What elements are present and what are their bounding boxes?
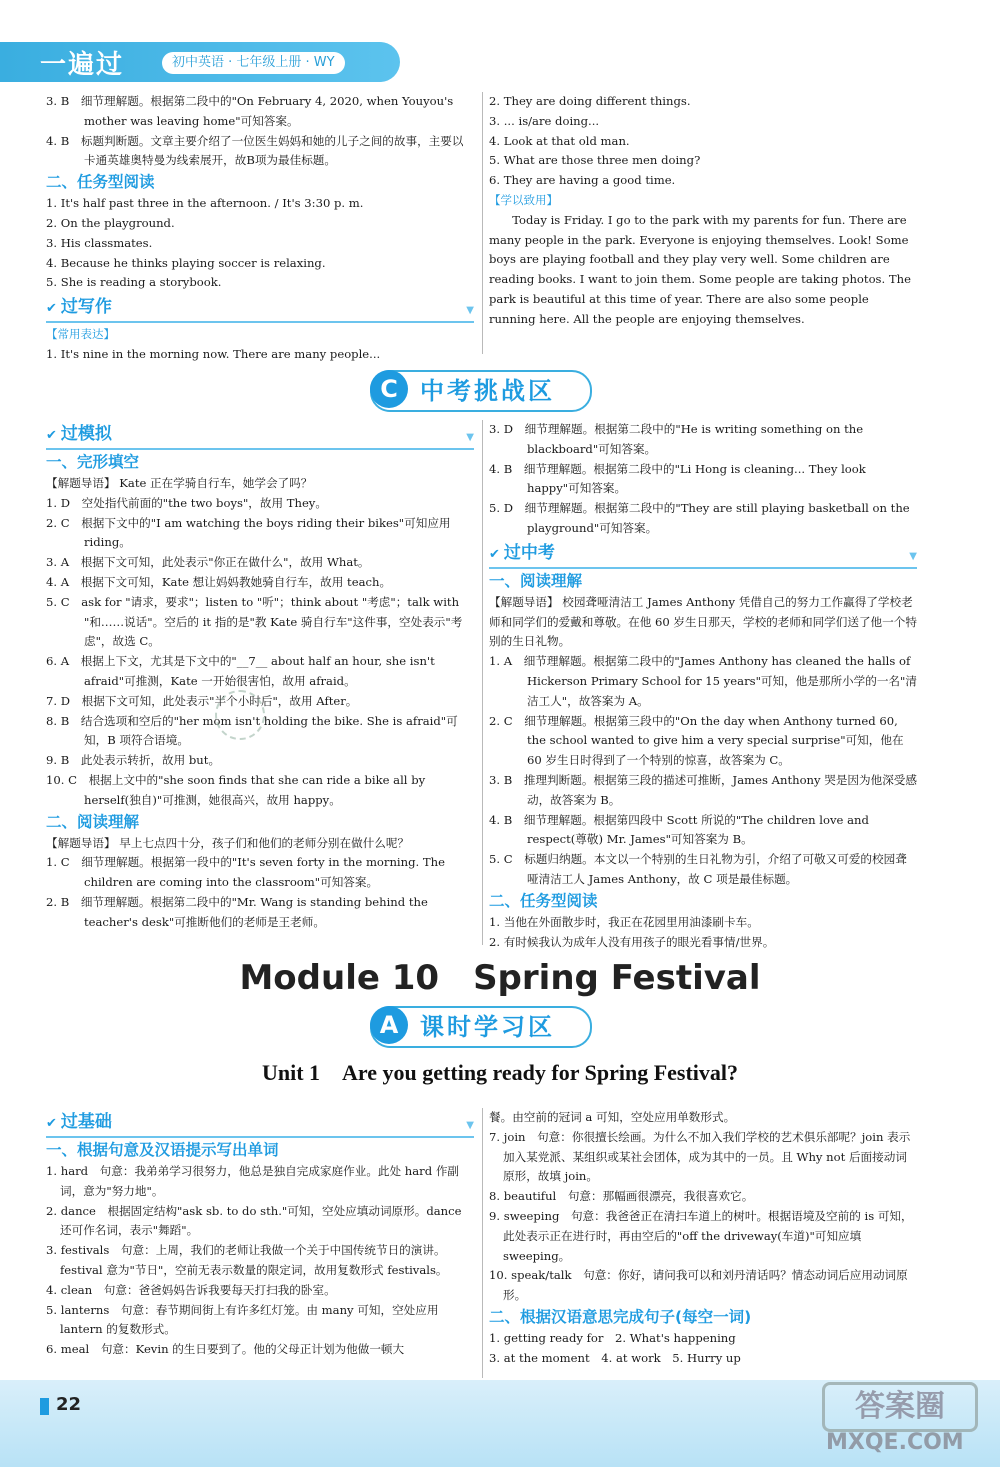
faint-stamp [215, 690, 265, 740]
brand-logo: 一遍过 [40, 50, 125, 80]
answer-item: 1. 当他在外面散步时，我正在花园里用油漆刷卡车。 [489, 914, 759, 929]
book-subtitle: 初中英语 · 七年级上册 · WY [162, 52, 345, 74]
section-bar-label: 过中考 [503, 542, 555, 563]
bottom-right-column [489, 1108, 917, 1369]
top-left-column [46, 92, 474, 365]
answer-item: 餐。由空前的冠词 a 可知，空处应用单数形式。 [489, 1110, 736, 1124]
answer-item: 4. Because he thinks playing soccer is relaxing. [46, 255, 326, 270]
zone-a-banner [370, 1006, 592, 1048]
chevron-down-icon: ▼ [466, 1120, 474, 1131]
tag-label: 【常用表达】 [46, 327, 115, 342]
answer-item: 7. D 根据下文可知，此处表示"半个小时后"，故用 After。 [46, 693, 358, 708]
unit-title: Unit 1 Are you getting ready for Spring Festival? [261, 1060, 739, 1085]
answer-item: 【解题导语】 早上七点四十分，孩子们和他们的老师分别在做什么呢？ [46, 835, 410, 850]
answer-item: 1. hard 句意：我弟弟学习很努力，他总是独自完成家庭作业。此处 hard 作副词，意为"努力地"。 [46, 1164, 460, 1198]
answer-item: 2. 有时候我认为成年人没有用孩子的眼光看事情/世界。 [489, 934, 775, 949]
answer-item: 1. It's nine in the morning now. There are many people... [46, 346, 381, 361]
middle-left-column [46, 420, 474, 933]
section-heading: 二、阅读理解 [46, 812, 140, 831]
section-heading: 一、根据句意及汉语提示写出单词 [46, 1141, 279, 1159]
section-bar [46, 1110, 474, 1138]
page-number: 22 [56, 1394, 82, 1415]
column-divider-middle [482, 420, 483, 945]
section-heading: 二、任务型阅读 [489, 891, 598, 910]
top-right-column [489, 92, 917, 330]
zone-c-banner [370, 370, 592, 412]
answer-item: 4. B 细节理解题。根据第四段中 Scott 所说的"The children love and respect(尊敬) Mr. James"可知答案为 B。 [489, 812, 869, 847]
watermark-url: MXQE.COM [826, 1430, 964, 1455]
answer-item: 2. B 细节理解题。根据第二段中的"Mr. Wang is standing behind the teacher's desk"可推断他们的老师是王老师。 [46, 894, 428, 929]
answer-item: 2. dance 根据固定结构"ask sb. to do sth."可知，空处应填动词原形。dance 还可作名词，表示"舞蹈"。 [46, 1203, 462, 1238]
answer-item: 2. They are doing different things. [489, 94, 691, 108]
answer-item: 5. She is reading a storybook. [46, 275, 222, 290]
check-icon: ✔ [46, 1116, 57, 1131]
section-heading: 二、根据汉语意思完成句子(每空一词) [489, 1307, 752, 1326]
answer-item: 8. B 结合选项和空后的"her mom isn't holding the bike. She is afraid"可知，B 项符合语境。 [46, 713, 458, 748]
answer-item: 10. speak/talk 句意：你好，请问我可以和刘丹清话吗？情态动词后应用动词原形。 [489, 1268, 908, 1303]
section-heading: 一、阅读理解 [489, 571, 583, 590]
answer-item: 2. C 根据下文中的"I am watching the boys riding their bikes"可知应用 riding。 [46, 515, 451, 550]
answer-item: 3. ... is/are doing... [489, 113, 600, 128]
answer-item: 4. A 根据下文可知，Kate 想让妈妈教她骑自行车，故用 teach。 [46, 574, 392, 589]
section-bar-label: 过模拟 [60, 424, 112, 444]
answer-item: 1. It's half past three in the afternoon. / It's 3:30 p. m. [46, 196, 364, 211]
answer-item: 9. B 此处表示转折，故用 but。 [46, 753, 221, 768]
zone-a-letter: A [370, 1006, 408, 1044]
section-bar [489, 541, 917, 569]
answer-item: 3. D 细节理解题。根据第二段中的"He is writing something on the blackboard"可知答案。 [489, 422, 864, 456]
check-icon: ✔ [46, 301, 57, 317]
answer-item: 5. C 标题归纳题。本文以一个特别的生日礼物为引，介绍了可敬又可爱的校园聋哑清洁工人 James Anthony，故 C 项是最佳标题。 [489, 852, 907, 886]
answer-item: Today is Friday. I go to the park with my parents for fun. There are many people in the park. Everyone is enjoying themselves. Look! Some boys are playing football and they play very well. Some children are reading books. I want to join them. Some people are taking photos. The park is beautiful at this time of year. There are also some people running here. All the people are enjoying themselves. [489, 212, 911, 326]
answer-item: 7. join 句意：你很擅长绘画。为什么不加入我们学校的艺术俱乐部呢？join 表示加入某党派、某组织或某社会团体，成为其中的一员。且 Why not 后面接动词原形，故填 join。 [489, 1129, 911, 1184]
section-heading: 一、完形填空 [46, 453, 140, 471]
chevron-down-icon: ▼ [909, 550, 917, 562]
watermark-logo: 答案圈 [822, 1382, 978, 1432]
zone-a-label: 课时学习区 [420, 1013, 555, 1041]
page-number-mark [40, 1398, 49, 1415]
answer-item: 3. A 根据下文可知，此处表示"你正在做什么"，故用 What。 [46, 555, 370, 570]
answer-item: 3. B 细节理解题。根据第二段中的"On February 4, 2020, when Youyou's mother was leaving home"可知答案。 [46, 94, 454, 128]
bottom-left-column [46, 1108, 474, 1360]
column-divider-top [482, 92, 483, 354]
answer-item: 8. beautiful 句意：那幅画很漂亮，我很喜欢它。 [489, 1189, 754, 1204]
tag-label: 【学以致用】 [489, 192, 558, 207]
answer-item: 3. B 推理判断题。根据第三段的描述可推断，James Anthony 哭是因为他深受感动，故答案为 B。 [489, 772, 917, 807]
answer-item: 6. meal 句意：Kevin 的生日要到了。他的父母正计划为他做一顿大 [46, 1342, 405, 1357]
answer-item: 4. clean 句意：爸爸妈妈告诉我要每天打扫我的卧室。 [46, 1282, 336, 1297]
answer-item: 1. D 空处指代前面的"the two boys"，故用 They。 [46, 495, 327, 510]
answer-item: 10. C 根据上文中的"she soon finds that she can ride a bike all by herself(独自)"可推测，她很高兴，故用 happy。 [46, 772, 426, 807]
chevron-down-icon: ▼ [466, 432, 474, 443]
answer-item: 2. C 细节理解题。根据第三段中的"On the day when Anthony turned 60, the school wanted to give him a very special surprise"可知，他在 60 岁生日时得到了一个特别的惊喜，故答案为 C。 [489, 713, 904, 768]
answer-item: 1. getting ready for 2. What's happening [489, 1330, 736, 1345]
answer-item: 6. A 根据上下文，尤其是下文中的"__7__ about half an hour, she isn't afraid"可推测，Kate 一开始很害怕，故用 afraid。 [46, 654, 435, 688]
answer-item: 2. On the playground. [46, 215, 175, 230]
answer-item: 4. B 标题判断题。文章主要介绍了一位医生妈妈和她的儿子之间的故事，主要以卡通英雄奥特曼为线索展开，故B项为最佳标题。 [46, 133, 464, 168]
answer-item: 3. at the moment 4. at work 5. Hurry up [489, 1350, 741, 1365]
column-divider-bottom [482, 1108, 483, 1378]
section-bar [46, 295, 474, 323]
check-icon: ✔ [489, 546, 500, 562]
section-bar-label: 过写作 [60, 297, 112, 318]
middle-right-column [489, 420, 917, 952]
section-bar-label: 过基础 [60, 1112, 112, 1132]
answer-item: 4. Look at that old man. [489, 133, 630, 148]
answer-item: 5. C ask for "请求，要求"；listen to "听"；think about "考虑"；talk with "和……说话"。空后的 it 指的是"教 Kate 骑自行车"这件事，空处表示"考虑"，故选 C。 [46, 594, 463, 649]
answer-item: 【解题导语】 校园聋哑清洁工 James Anthony 凭借自己的努力工作赢得了学校老师和同学们的爱戴和尊敬。在他 60 岁生日那天，学校的老师和同学们送了他一个特别的生日礼物。 [489, 594, 917, 649]
chevron-down-icon: ▼ [466, 305, 474, 317]
zone-c-label: 中考挑战区 [420, 377, 555, 405]
answer-item: 1. C 细节理解题。根据第一段中的"It's seven forty in the morning. The children are coming into the classroom"可知答案。 [46, 855, 445, 890]
answer-item: 9. sweeping 句意：我爸爸正在清扫车道上的树叶。根据语境及空前的 is 可知，此处表示正在进行时，再由空后的"off the driveway(车道)"可知应填 sweeping。 [489, 1208, 913, 1263]
answer-item: 3. festivals 句意：上周，我们的老师让我做一个关于中国传统节日的演讲。festival 意为"节日"，空前无表示数量的限定词，故用复数形式 festivals。 [46, 1243, 448, 1277]
answer-item: 4. B 细节理解题。根据第二段中的"Li Hong is cleaning... They look happy"可知答案。 [489, 461, 866, 496]
zone-c-letter: C [370, 370, 408, 408]
section-bar [46, 422, 474, 450]
module-title: Module 10 Spring Festival [239, 958, 761, 998]
answer-item: 3. His classmates. [46, 235, 153, 250]
check-icon: ✔ [46, 428, 57, 443]
answer-item: 6. They are having a good time. [489, 173, 676, 188]
answer-item: 【解题导语】 Kate 正在学骑自行车，她学会了吗？ [46, 476, 313, 490]
section-heading: 二、任务型阅读 [46, 173, 155, 192]
answer-item: 5. D 细节理解题。根据第二段中的"They are still playing basketball on the playground"可知答案。 [489, 501, 910, 535]
answer-item: 5. What are those three men doing? [489, 153, 701, 168]
answer-item: 1. A 细节理解题。根据第二段中的"James Anthony has cleaned the halls of Hickerson Primary School for 15 years"可知，他是那所小学的一名"清洁工人"，故答案为 A。 [489, 654, 917, 708]
answer-item: 5. lanterns 句意：春节期间街上有许多红灯笼。由 many 可知，空处应用 lantern 的复数形式。 [46, 1302, 439, 1337]
